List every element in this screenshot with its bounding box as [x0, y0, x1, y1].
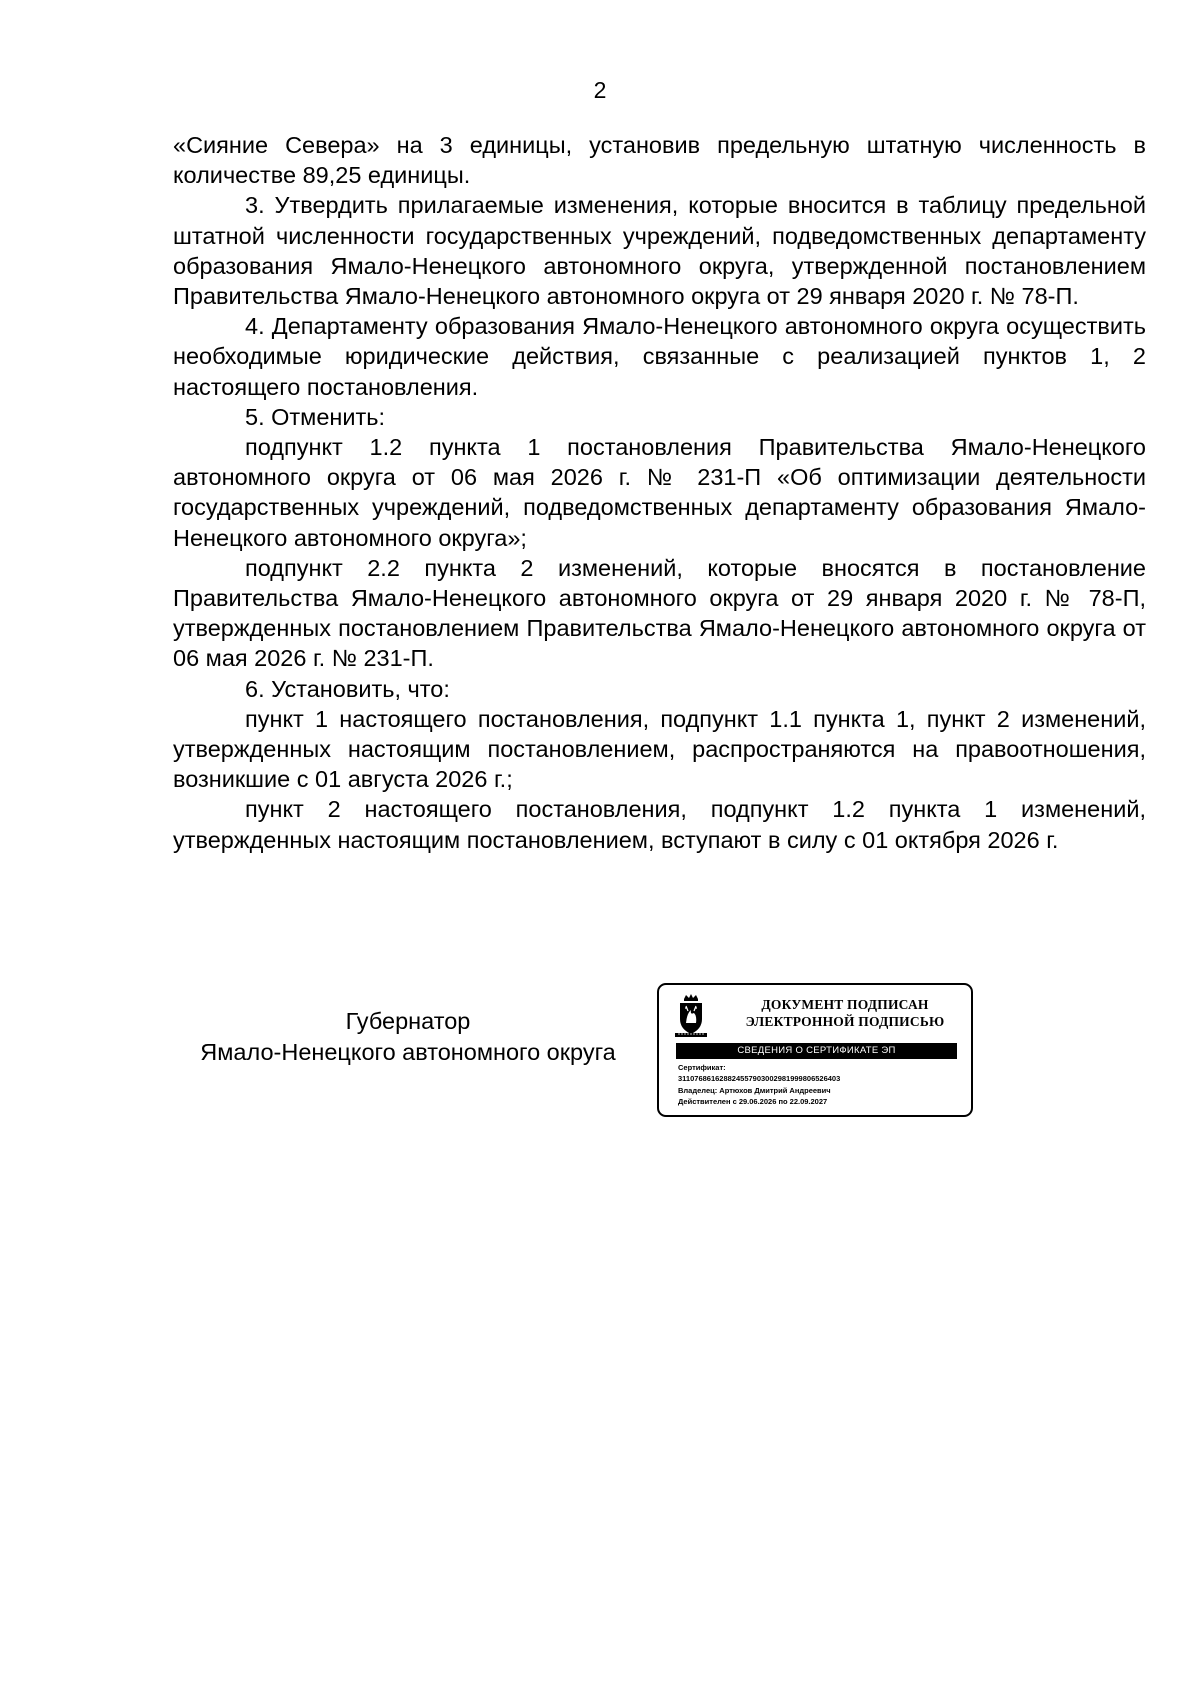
- paragraph: пункт 1 настоящего постановления, подпункт 1.1 пункта 1, пункт 2 изменений, утвержденных настоящим постановлением, распространяются на правоотношения, возникшие с 01 августа 2026 г.;: [173, 705, 1146, 793]
- certificate-number: 311076861628824557903002981999806526403: [678, 1074, 841, 1084]
- paragraph: подпункт 2.2 пункта 2 изменений, которые вносятся в постановление Правительства Ямало-Ненецкого автономного округа от 29 января 2020 г. № 78-П, утвержденных постановлением Правительства Ямало-Ненецкого автономного округа от 06 мая 2026 г. № 231-П.: [173, 554, 1146, 672]
- paragraph: подпункт 1.2 пункта 1 постановления Правительства Ямало-Ненецкого автономного округа от 06 мая 2026 г. № 231-П «Об оптимизации деятельности государственных учреждений, подведомственных департаменту образования Ямало-Ненецкого автономного округа»;: [173, 434, 1146, 551]
- certificate-details: [678, 1062, 968, 1108]
- esig-title: [729, 996, 961, 1030]
- paragraph: 6. Установить, что:: [245, 675, 450, 702]
- signatory-title-line2: Ямало-Ненецкого автономного округа: [200, 1039, 616, 1065]
- certificate-validity: Действителен с 29.06.2026 по 22.09.2027: [678, 1097, 828, 1107]
- certificate-info-bar: СВЕДЕНИЯ О СЕРТИФИКАТЕ ЭП: [676, 1043, 957, 1059]
- paragraph: 4. Департаменту образования Ямало-Ненецкого автономного округа осуществить необходимые юридические действия, связанные с реализацией пунктов 1, 2 настоящего постановления.: [173, 313, 1146, 400]
- esig-title-line2: ЭЛЕКТРОННОЙ ПОДПИСЬЮ: [745, 1014, 945, 1029]
- page-number: 2: [593, 77, 607, 103]
- paragraph: 3. Утвердить прилагаемые изменения, которые вносится в таблицу предельной штатной численности государственных учреждений, подведомственных департаменту образования Ямало-Ненецкого автономного округа, утвержденной постановлением Правительства Ямало-Ненецкого автономного округа от 29 января 2020 г. № 78-П.: [173, 192, 1146, 310]
- yamal-coat-of-arms-icon: [673, 993, 709, 1039]
- certificate-label: Сертификат:: [678, 1063, 726, 1072]
- signatory-title: [173, 1006, 643, 1068]
- certificate-owner: Владелец: Артюхов Дмитрий Андреевич: [678, 1085, 831, 1095]
- paragraph: «Сияние Севера» на 3 единицы, установив предельную штатную численность в количестве 89,25 единицы.: [173, 132, 1146, 189]
- paragraph: 5. Отменить:: [245, 403, 386, 430]
- esig-title-line1: ДОКУМЕНТ ПОДПИСАН: [761, 997, 929, 1012]
- paragraph: пункт 2 настоящего постановления, подпункт 1.2 пункта 1 изменений, утвержденных настоящим постановлением, вступают в силу с 01 октября 2026 г.: [173, 796, 1146, 853]
- document-body: [173, 130, 1146, 855]
- electronic-signature-stamp: [657, 983, 973, 1117]
- signatory-title-line1: Губернатор: [345, 1008, 471, 1034]
